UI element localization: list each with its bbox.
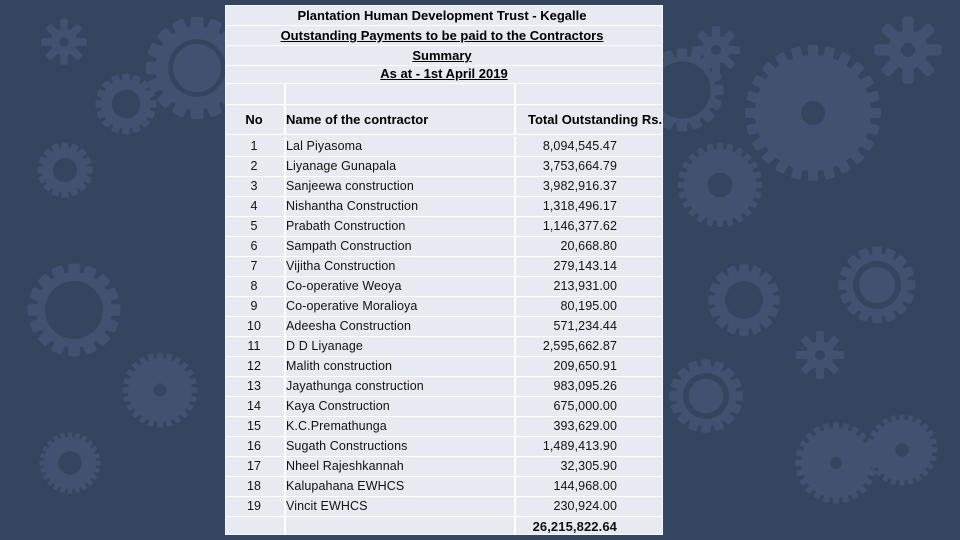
outstanding-amount: 230,924.00 [514, 497, 664, 516]
table-row [226, 257, 662, 277]
contractor-name: Adeesha Construction [284, 317, 516, 336]
contractor-name: Sampath Construction [284, 237, 516, 256]
contractor-name: Lal Piyasoma [284, 137, 516, 156]
outstanding-amount: 1,489,413.90 [514, 437, 664, 456]
row-number: 11 [247, 339, 261, 353]
row-number: 5 [250, 219, 258, 233]
contractor-name: Liyanage Gunapala [284, 157, 516, 176]
total-row [226, 517, 662, 535]
row-number: 13 [246, 379, 262, 393]
table-row [226, 217, 662, 237]
contractor-name: Vijitha Construction [284, 257, 516, 276]
outstanding-amount: 983,095.26 [514, 377, 664, 396]
org-title: Plantation Human Development Trust - Kegalle [297, 8, 587, 23]
outstanding-amount: 144,968.00 [514, 477, 664, 496]
contractor-name: Co-operative Weoya [284, 277, 516, 296]
outstanding-amount: 675,000.00 [514, 397, 664, 416]
outstanding-amount: 1,318,496.17 [514, 197, 664, 216]
outstanding-amount: 3,753,664.79 [514, 157, 664, 176]
row-number: 18 [246, 479, 262, 493]
report-title: Outstanding Payments to be paid to the Contractors [280, 28, 604, 43]
summary-label-row [226, 46, 662, 66]
contractor-name: Nishantha Construction [284, 197, 516, 216]
outstanding-amount: 209,650.91 [514, 357, 664, 376]
contractor-name: Sanjeewa construction [284, 177, 516, 196]
outstanding-amount: 1,146,377.62 [514, 217, 664, 236]
outstanding-amount: 32,305.90 [514, 457, 664, 476]
row-number: 15 [246, 419, 262, 433]
contractor-name: Sugath Constructions [284, 437, 516, 456]
table-row [226, 277, 662, 297]
org-title-row [226, 6, 662, 26]
row-number: 9 [250, 299, 258, 313]
table-row [226, 317, 662, 337]
blank-row [226, 84, 662, 105]
table-row [226, 237, 662, 257]
contractor-name: Jayathunga construction [284, 377, 516, 396]
table-row [226, 397, 662, 417]
contractor-name: Kaya Construction [284, 397, 516, 416]
table-header [226, 105, 662, 135]
row-number: 19 [246, 499, 262, 513]
header-contractor-name: Name of the contractor [284, 105, 516, 134]
row-number: 14 [246, 399, 262, 413]
row-number: 7 [250, 259, 258, 273]
header-total-outstanding: Total Outstanding Rs. [514, 105, 664, 134]
outstanding-amount: 2,595,662.87 [514, 337, 664, 356]
row-number: 1 [250, 139, 258, 153]
contractor-name: Nheel Rajeshkannah [284, 457, 516, 476]
table-row [226, 457, 662, 477]
outstanding-amount: 3,982,916.37 [514, 177, 664, 196]
outstanding-amount: 393,629.00 [514, 417, 664, 436]
outstanding-amount: 8,094,545.47 [514, 137, 664, 156]
table-row [226, 417, 662, 437]
contractor-payments-sheet [226, 6, 662, 534]
contractor-name: Vincit EWHCS [284, 497, 516, 516]
table-row [226, 377, 662, 397]
table-row [226, 177, 662, 197]
row-number: 2 [250, 159, 258, 173]
contractor-name: Malith construction [284, 357, 516, 376]
row-number: 4 [250, 199, 258, 213]
row-number: 10 [246, 319, 262, 333]
as-at-date: As at - 1st April 2019 [380, 66, 508, 81]
outstanding-amount: 20,668.80 [514, 237, 664, 256]
row-number: 8 [250, 279, 258, 293]
table-row [226, 197, 662, 217]
row-number: 16 [246, 439, 262, 453]
outstanding-amount: 213,931.00 [514, 277, 664, 296]
summary-label: Summary [412, 48, 472, 63]
grand-total: 26,215,822.64 [514, 517, 664, 535]
row-number: 3 [250, 179, 258, 193]
table-row [226, 357, 662, 377]
outstanding-amount: 80,195.00 [514, 297, 664, 316]
header-no: No [245, 112, 263, 127]
table-row [226, 297, 662, 317]
contractor-name: K.C.Premathunga [284, 417, 516, 436]
table-row [226, 437, 662, 457]
contractor-name: Kalupahana EWHCS [284, 477, 516, 496]
table-row [226, 337, 662, 357]
table-row [226, 137, 662, 157]
contractor-name: D D Liyanage [284, 337, 516, 356]
table-row [226, 157, 662, 177]
row-number: 17 [246, 459, 262, 473]
contractor-name: Co-operative Moralioya [284, 297, 516, 316]
table-row [226, 477, 662, 497]
outstanding-amount: 279,143.14 [514, 257, 664, 276]
row-number: 6 [250, 239, 258, 253]
outstanding-amount: 571,234.44 [514, 317, 664, 336]
contractor-name: Prabath Construction [284, 217, 516, 236]
table-row [226, 497, 662, 517]
report-title-row [226, 26, 662, 46]
row-number: 12 [246, 359, 262, 373]
date-row [226, 64, 662, 84]
